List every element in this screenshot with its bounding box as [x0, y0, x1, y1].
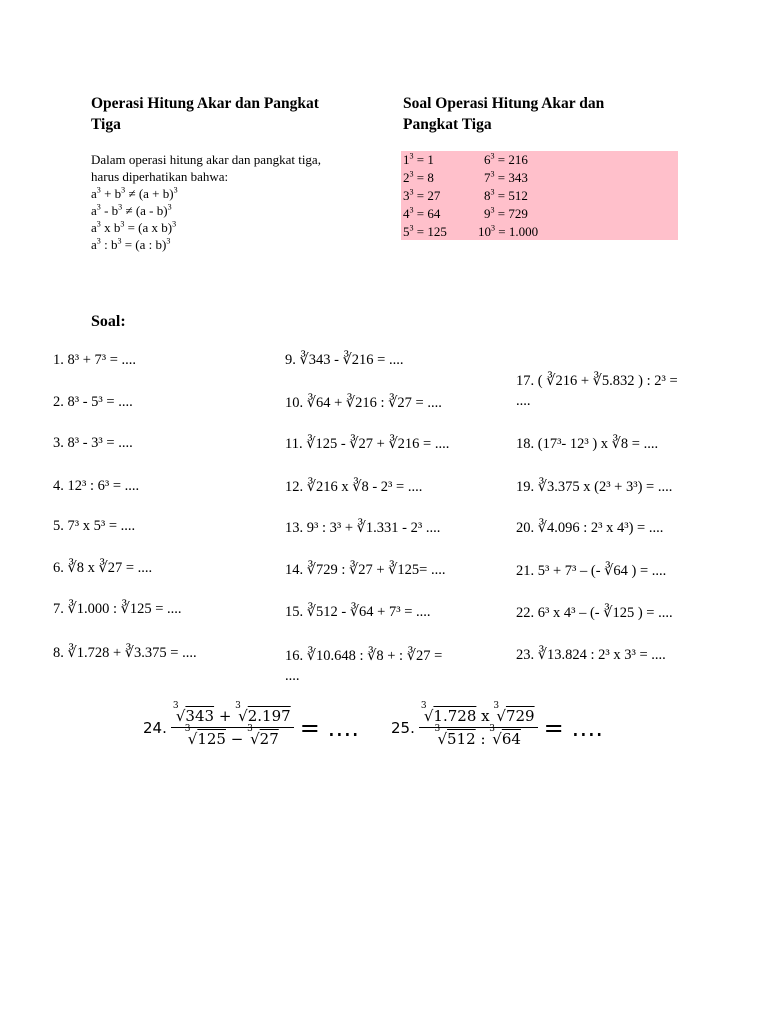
question-24-denominator: 3 √125 − 3 √27	[184, 724, 279, 748]
question-19: 19. ∛3.375 x (2³ + 3³) = ....	[516, 479, 673, 495]
cube-3: $3^3 = 27$	[403, 187, 441, 203]
question-15: 15. ∛512 - ∛64 + 7³ = ....	[285, 604, 431, 620]
cube-9: $9^3 = 729$	[484, 205, 528, 221]
cube-7: $7^3 = 343$	[484, 169, 528, 185]
question-12: 12. ∛216 x ∛8 - 2³ = ....	[285, 479, 423, 495]
question-25-equals: = ….	[543, 713, 603, 742]
intro-text	[91, 151, 321, 253]
question-22: 22. 6³ x 4³ – (- ∛125 ) = ....	[516, 605, 673, 621]
question-24	[143, 701, 360, 748]
question-6: 6. ∛8 x ∛27 = ....	[53, 560, 153, 576]
question-25-numerator: 3 √1.728 x 3 √729	[420, 701, 535, 725]
cube-2: $2^3 = 8$	[403, 169, 434, 185]
question-24-numerator: 3 √343 + 3 √2.197	[172, 701, 291, 725]
question-17-line1: 17. ( ∛216 + ∛5.832 ) : 2³ =	[516, 373, 678, 389]
intro-line1: Dalam operasi hitung akar dan pangkat tiga,	[91, 152, 321, 167]
cube-8: $8^3 = 512$	[484, 187, 528, 203]
question-17	[516, 371, 678, 411]
question-3: 3. 8³ - 3³ = ....	[53, 435, 133, 451]
cubes-table	[401, 151, 678, 240]
cube-1: $1^3 = 1$	[403, 151, 434, 167]
rule-1: $a^3 + b^3 \ne (a + b)^3$	[91, 185, 178, 201]
question-25-denominator: 3 √512 : 3 √64	[434, 724, 521, 748]
question-25-fraction	[419, 701, 538, 748]
question-2: 2. 8³ - 5³ = ....	[53, 394, 133, 410]
question-4: 4. 12³ : 6³ = ....	[53, 478, 140, 494]
left-title-line2: Tiga	[91, 116, 121, 133]
question-1: 1. 8³ + 7³ = ....	[53, 352, 137, 368]
cube-10: $10^3 = 1.000$	[478, 223, 539, 239]
question-16-line1: 16. ∛10.648 : ∛8 + : ∛27 =	[285, 648, 443, 664]
cube-5: $5^3 = 125$	[403, 223, 447, 239]
cube-6: $6^3 = 216$	[484, 151, 528, 167]
question-9: 9. ∛343 - ∛216 = ....	[285, 352, 404, 368]
intro-line2: harus diperhatikan bahwa:	[91, 169, 229, 184]
question-14: 14. ∛729 : ∛27 + ∛125= ....	[285, 562, 446, 578]
right-title-line1: Soal Operasi Hitung Akar dan	[403, 95, 605, 112]
question-20: 20. ∛4.096 : 2³ x 4³) = ....	[516, 520, 664, 536]
question-18: 18. (17³- 12³ ) x ∛8 = ....	[516, 436, 659, 452]
question-10: 10. ∛64 + ∛216 : ∛27 = ....	[285, 395, 442, 411]
question-23: 23. ∛13.824 : 2³ x 3³ = ....	[516, 647, 666, 663]
question-25-label: 25.	[391, 718, 415, 737]
cube-4: $4^3 = 64$	[403, 205, 441, 221]
question-13: 13. 9³ : 3³ + ∛1.331 - 2³ ....	[285, 520, 441, 536]
question-24-fraction	[171, 701, 294, 748]
question-24-label: 24.	[143, 718, 167, 737]
question-16-line2: ....	[285, 668, 300, 684]
soal-heading: Soal:	[91, 313, 126, 330]
left-title	[91, 93, 319, 135]
rule-2: $a^3 - b^3 \ne (a - b)^3$	[91, 202, 172, 218]
rule-3: $a^3$ x $b^3 = (a$ x b)$^3$	[91, 219, 177, 235]
question-7: 7. ∛1.000 : ∛125 = ....	[53, 601, 182, 617]
question-11: 11. ∛125 - ∛27 + ∛216 = ....	[285, 436, 450, 452]
question-5: 5. 7³ x 5³ = ....	[53, 518, 136, 534]
question-16	[285, 646, 442, 686]
question-24-equals: = ….	[299, 713, 360, 742]
question-21: 21. 5³ + 7³ – (- ∛64 ) = ....	[516, 563, 667, 579]
question-17-line2: ....	[516, 393, 531, 409]
right-title	[403, 93, 604, 135]
question-25	[391, 701, 603, 748]
question-8: 8. ∛1.728 + ∛3.375 = ....	[53, 645, 197, 661]
right-title-line2: Pangkat Tiga	[403, 116, 492, 133]
left-title-line1: Operasi Hitung Akar dan Pangkat	[91, 95, 319, 112]
rule-4: $a^3$ : $b^3 = (a$ : b)$^3$	[91, 236, 171, 252]
